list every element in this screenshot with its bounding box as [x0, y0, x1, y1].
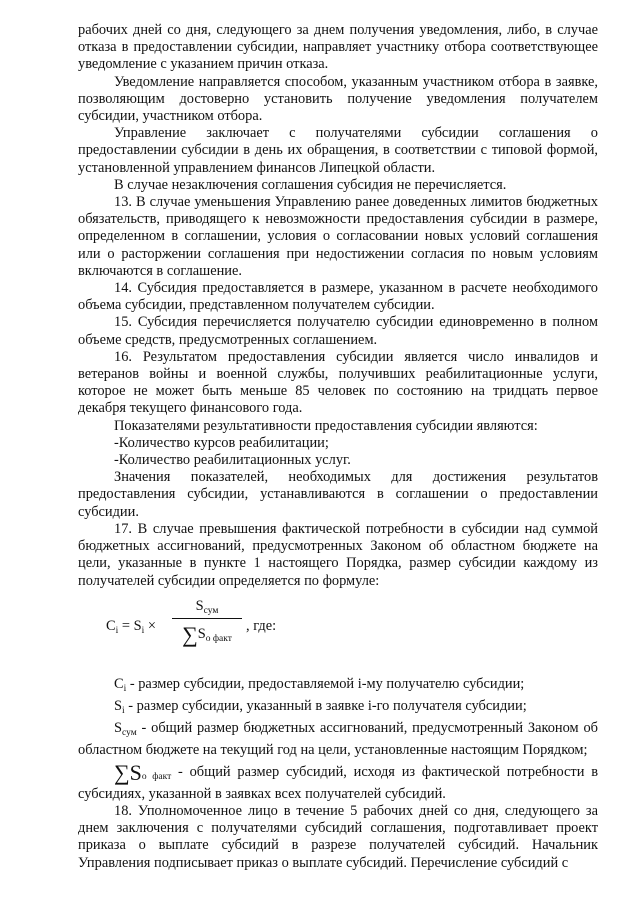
paragraph: -Количество реабилитационных услуг.: [114, 452, 351, 469]
paragraphs-bottom: [78, 803, 598, 872]
paragraph: 13. В случае уменьшения Управлению ранее доведенных лимитов бюджетных обязательств, приводящего к невозможности предоставления субсидии в размере, определенном в соглашении, условия о согласовании новых условий соглашения или о расторжении соглашения при недостижении согласия по новым условиям включаются в соглашение.: [78, 194, 598, 279]
paragraph: 17. В случае превышения фактической потребности в субсидии над суммой бюджетных ассигнований, предусмотренных Законом об областном бюджете на цели, указанные в пункте 1 настоящего Порядка, размер субсидии каждому из получателей субсидии определяется по формуле:: [78, 520, 598, 589]
paragraph: 15. Субсидия перечисляется получателю субсидии единовременно в полном объеме средств, предусмотренных соглашением.: [78, 314, 598, 348]
definition-ssum: $S_{сум}$ - общий размер бюджетных ассигнований, предусмотренный Законом об областном бюджете на текущий год на цели, установленные настоящим Порядком;: [78, 720, 598, 759]
definition-ci: $C_i$ - размер субсидии, предоставляемой i-му получателю субсидии;: [114, 675, 525, 694]
definition-sumfact: $\sum S_{о факт}$ - общий размер субсидий, исходя из фактической потребности в субсидиях, указанной в заявках всех получателей субсидий.: [78, 759, 598, 802]
definitions: [78, 676, 598, 803]
paragraph: Уведомление направляется способом, указанным участником отбора в заявке, позволяющим достоверно установить получение уведомления получателем субсидии, участником отбора.: [78, 73, 598, 125]
fraction-bar: [172, 618, 242, 619]
paragraph: 16. Результатом предоставления субсидии является число инвалидов и ветеранов войны и военной службы, получивших реабилитационные услуги, которое не может быть меньше 85 человек по состоянию на тридцать первое декабря текущего финансового года.: [78, 348, 598, 417]
formula-numerator: $S_{сум}$: [195, 597, 219, 616]
paragraph: рабочих дней со дня, следующего за днем получения уведомления, либо, в случае отказа в предоставлении субсидии, направляет участнику отбора соответствующее уведомление с указанием причин отказа.: [78, 22, 598, 73]
paragraphs-top: [78, 22, 598, 590]
paragraph: Значения показателей, необходимых для достижения результатов предоставления субсидии, устанавливаются в соглашении о предоставлении субсидии.: [78, 469, 598, 520]
paragraph: -Количество курсов реабилитации;: [114, 434, 329, 451]
formula-denominator: $\sum S_{о факт}$: [182, 621, 232, 647]
paragraph: 14. Субсидия предоставляется в размере, указанном в расчете необходимого объема субсидии, представленном получателем субсидии.: [78, 280, 598, 314]
formula-fraction: [172, 598, 242, 648]
formula-tail: , где:: [246, 617, 277, 634]
definition-si: $S_i$ - размер субсидии, указанный в заявке i-го получателя субсидии;: [114, 697, 527, 716]
paragraph: Показателями результативности предоставления субсидии являются:: [114, 417, 538, 434]
paragraph: 18. Уполномоченное лицо в течение 5 рабочих дней со дня, следующего за днем заключения с получателями субсидий соглашения, подготавливает проект приказа о выплате субсидий в разрезе получателей субсидий. Начальник Управления подписывает приказ о выплате субсидий. Перечисление субсидий с: [78, 802, 598, 871]
paragraph: В случае незаключения соглашения субсидия не перечисляется.: [114, 176, 507, 193]
formula: [78, 590, 598, 676]
formula-lhs: $C_i = S_i$ ×: [106, 617, 156, 636]
document-page: [78, 22, 598, 872]
paragraph: Управление заключает с получателями субсидии соглашения о предоставлении субсидии в день их обращения, в соответствии с типовой формой, установленной управлением финансов Липецкой области.: [78, 125, 598, 176]
